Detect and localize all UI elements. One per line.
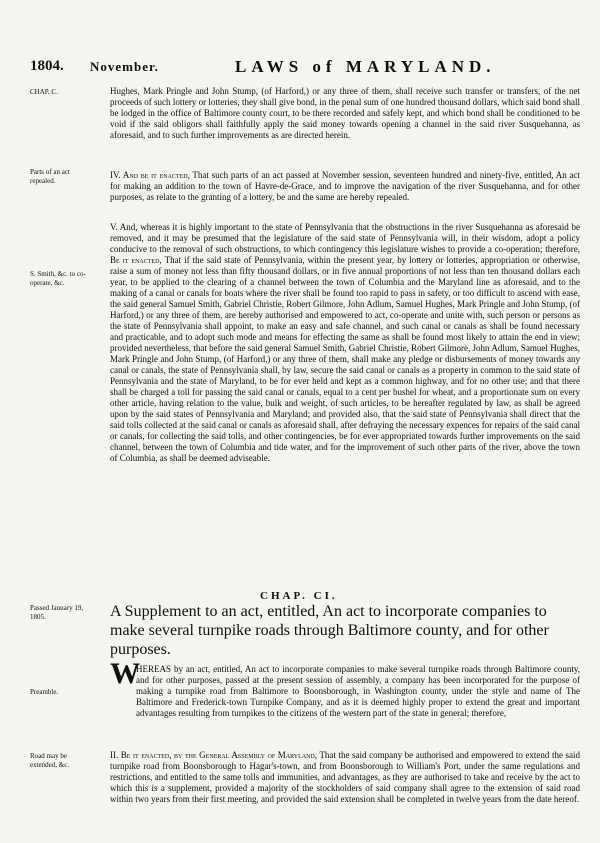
paragraph-bond (110, 86, 580, 141)
margin-note-chap-c: CHAP. C. (30, 88, 58, 96)
header-year: 1804. (30, 58, 64, 74)
paragraph-text-continued: That if the said state of Pennsylvania, within the present year, by lottery or lotteries, appropriation or otherwise, raise a sum of money not less than fifty thousand dollars, or in five annual proportions of not less than ten thousand dollars each year, to be applied to the clearing of a channel between the town of Columbia and the Maryland line as aforesaid, and to the making of a canal or canals for boats where the river shall be found too rapid to pass in safety, or too difficult to ascend with ease, the said general Samuel Smith, Gabriel Christie, Robert Gilmore, John Adlum, Samuel Hughes, Mark Pringle and John Stump, (of Harford,) or any three of them, are hereby authorised and empowered to act, co-operate and unite with, such person or persons as the state of Pennsylvania shall appoint, to make an easy and safe channel, and such canal or canals as shall be found necessary and practicable, and to adopt such mode and means for effecting the same as shall be found most likely to attain the end in view; provided nevertheless, that before the said general Samuel Smith, Gabriel Christie, Robert Gilmore, John Adlum, Samuel Hughes, Mark Pringle and John Stump, (of Harford,) or any three of them, shall make any pledge or disbursements of money towards any canal or canals, the state of Pennsylvania shall, by law, secure the said canal or canals as a property in common to the said state of Pennsylvania and the state of Maryland, to be for ever held and kept as a common highway, and for no other use; and that there shall be charged a toll for passing the said canal or canals, equal to a cent per bushel for wheat, and a proportionate sum on every other article, having relation to the value, bulk and weight, of such articles, to be hereafter regulated by law, as shall be agreed upon by the said states of Pennsylvania and Maryland; and provided also, that the said state of Pennsylvania shall direct that the said tolls collected at the said canal or canals as aforesaid shall, after defraying the necessary expences for repairs of the said canal or canals, for collecting the said tolls, and other contingencies, be for ever appropriated towards further improvements on the said channel, between the town of Columbia and tide water, and for the improvement of such other parts of the river, above the town of Columbia, as shall be deemed adviseable. (110, 255, 580, 463)
paragraph-text: V. And, whereas it is highly important to the state of Pennsylvania that the obstructions in the river Susquehanna as aforesaid be removed, and it may be presumed that the legislature of the said state of Pennsylvania will, in their wisdom, adopt a policy conducive to the removal of such obstructions, to which contingency this legislature wishes to provide a co-operation; therefore, (110, 222, 580, 254)
act-title: A Supplement to an act, entitled, An act to incorporate companies to make several turnpike roads through Baltimore county, and for other purposes. (110, 603, 549, 658)
margin-note-road-extended: Road may be extended, &c. (30, 752, 70, 769)
page-header (30, 58, 570, 78)
paragraph-section-v (110, 222, 580, 464)
paragraph-text: HEREAS by an act, entitled, An act to incorporate companies to make several turnpike roads through Baltimore county, and for other purposes, passed at the present session of assembly, a company has been incorporated for the purpose of making a turnpike road from Baltimore to Boonsborough, in Washington county, under the style and name of The Baltimore and Frederick-town Turnpike Company, and as it is deemed highly proper to extend the great and important advantages resulting from turnpikes to the citizens of the western part of the state in general; therefore, (136, 664, 580, 718)
paragraph-text: That the said company be authorised and empowered to extend the said turnpike road from Boonsborough to Hagar's-town, and from Boonsborough to William's Port, under the same regulations and restrictions, and entitled to the same tolls and immunities, and advantages, as they are authorised to take and receive by the act to which this is a supplement, provided a majority of the stockholders of said company shall agree to the extension of said road within two years from their first meeting, and provided the said extension shall be completed in twelve years from the date hereof. (110, 750, 581, 804)
section-lead: IV. And be it enacted, (110, 170, 190, 180)
margin-note-passed: Passed January 19, 1805. (30, 604, 84, 621)
section-lead: II. Be it enacted, by the General Assembly of Maryland, (110, 750, 318, 760)
paragraph-text: Hughes, Mark Pringle and John Stump, (of Harford,) or any three of them, shall receive such transfer or transfers, of the net proceeds of such lottery or lotteries, they shall give bond, in the penal sum of one hundred thousand dollars, which said bond shall be lodged in the office of Baltimore county court, to be there recorded and safely kept, and which bond shall be conditioned to be void if the said obligors shall faithfully apply the said money towards opening a channel in the said river Susquehanna, as aforesaid, and to such further improvements as are directed herein. (110, 86, 580, 140)
paragraph-preamble (136, 664, 580, 719)
paragraph-section-iv (110, 170, 580, 203)
header-title: LAWS of MARYLAND. (235, 57, 496, 76)
chapter-heading: CHAP. CI. (260, 590, 338, 602)
header-month: November. (90, 59, 159, 74)
paragraph-section-ii (110, 750, 580, 805)
margin-note-preamble: Preamble. (30, 688, 59, 696)
margin-note-parts-repealed: Parts of an act repealed. (30, 168, 70, 185)
section-lead: Be it enacted, (110, 255, 162, 265)
dropcap-letter: W (110, 657, 140, 690)
margin-note-smith-cooperate: S. Smith, &c. to co-operate, &c. (30, 270, 86, 287)
paragraph-text: That such parts of an act passed at November session, seventeen hundred and ninety-five, entitled, An act for making an addition to the town of Havre-de-Grace, and to improve the navigation of the river Susquehanna, and for other purposes, as relate to the granting of a lottery, be and the same are hereby repealed. (110, 170, 580, 202)
